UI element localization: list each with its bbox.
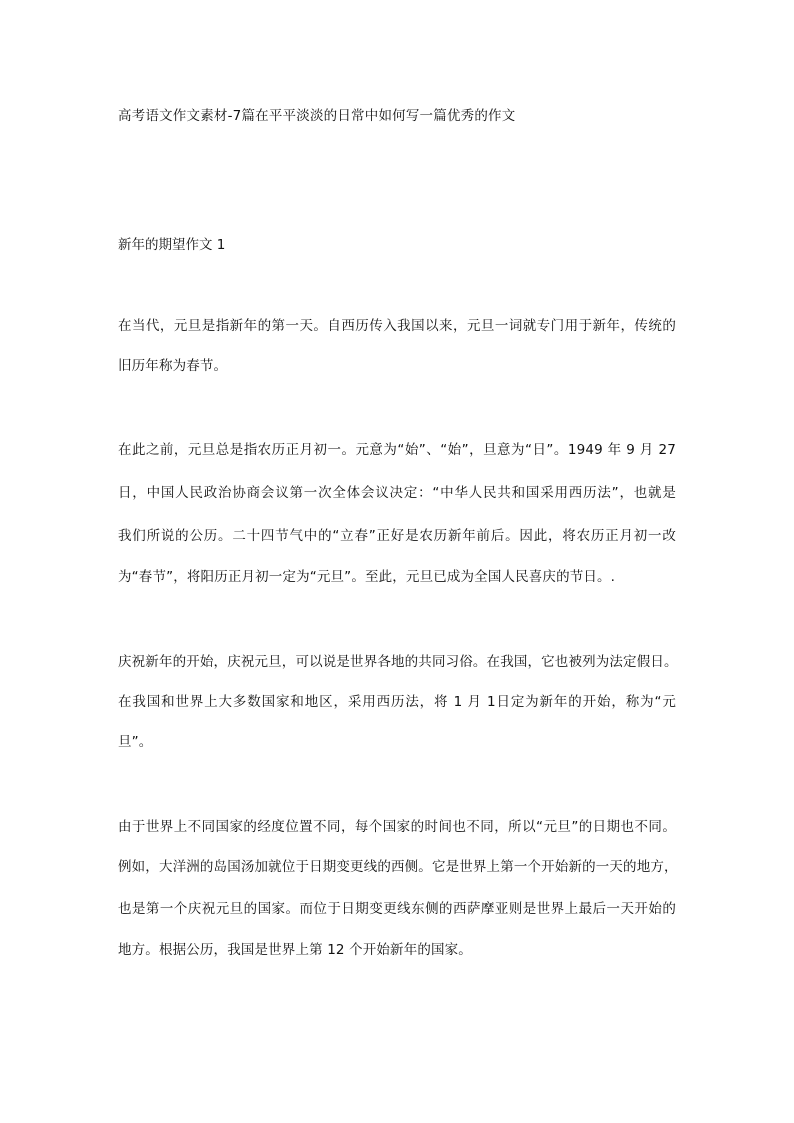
document-title: 高考语文作文素材-7篇在平平淡淡的日常中如何写一篇优秀的作文 xyxy=(118,108,516,124)
paragraph-line: 旦”。 xyxy=(118,734,153,750)
paragraph-line: 例如，大洋洲的岛国汤加就位于日期变更线的西侧。它是世界上第一个开始新的一天的地方， xyxy=(118,859,678,875)
paragraph-line: 也是第一个庆祝元旦的国家。而位于日期变更线东侧的西萨摩亚则是世界上最后一天开始的 xyxy=(118,901,676,917)
paragraph-line: 地方。根据公历，我国是世界上第 12 个开始新年的国家。 xyxy=(118,942,472,958)
paragraph-line: 日，中国人民政治协商会议第一次全体会议决定：“中华人民共和国采用西历法”，也就是 xyxy=(118,485,676,501)
paragraph-line: 庆祝新年的开始，庆祝元旦，可以说是世界各地的共同习俗。在我国，它也被列为法定假日。 xyxy=(118,654,678,670)
paragraph-line: 为“春节”，将阳历正月初一定为“元旦”。至此，元旦已成为全国人民喜庆的节日。. xyxy=(118,569,616,585)
paragraph-line: 在当代，元旦是指新年的第一天。自西历传入我国以来，元旦一词就专门用于新年，传统的 xyxy=(118,318,676,334)
paragraph-line: 在我国和世界上大多数国家和地区，采用西历法，将 1 月 1日定为新年的开始，称为“元 xyxy=(118,694,676,710)
paragraph-line: 由于世界上不同国家的经度位置不同，每个国家的时间也不同，所以“元旦”的日期也不同。 xyxy=(118,819,676,835)
paragraph-line: 旧历年称为春节。 xyxy=(118,358,228,374)
paragraph-line: 在此之前，元旦总是指农历正月初一。元意为“始”、“始”，旦意为“日”。1949 年 9 月 27 xyxy=(118,442,676,458)
section-heading: 新年的期望作文 1 xyxy=(118,237,226,253)
paragraph-line: 我们所说的公历。二十四节气中的“立春”正好是农历新年前后。因此，将农历正月初一改 xyxy=(118,528,676,544)
